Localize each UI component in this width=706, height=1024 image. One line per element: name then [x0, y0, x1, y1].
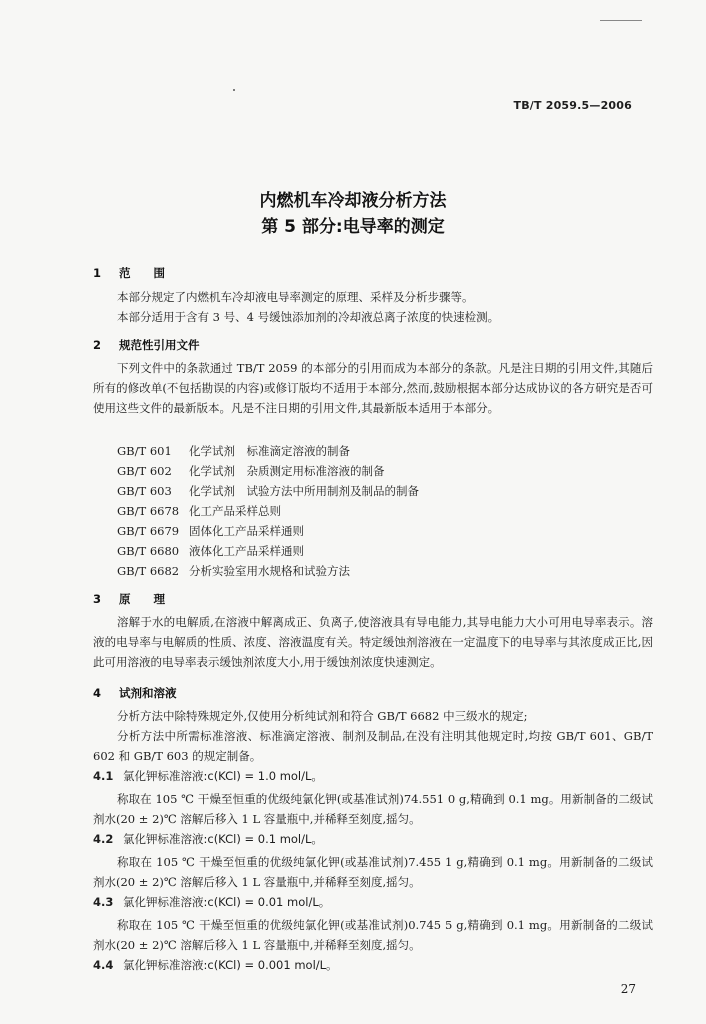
clause-4-3-heading — [93, 894, 330, 910]
clause-title: 氯化钾标准溶液:c(KCl) = 1.0 mol/L。 — [123, 769, 323, 783]
clause-number: 4.3 — [93, 895, 114, 909]
normative-reference — [117, 501, 281, 521]
reference-code: GB/T 6679 — [117, 524, 180, 538]
reference-code: GB/T 601 — [117, 444, 172, 458]
reference-title: 固体化工产品采样通则 — [189, 524, 304, 538]
reference-title: 化学试剂 试验方法中所用制剂及制品的制备 — [189, 484, 419, 498]
document-title-line1: 内燃机车冷却液分析方法 — [259, 191, 447, 211]
section-number: 4 — [93, 686, 102, 700]
clause-4-2-body: 称取在 105 ℃ 干燥至恒重的优级纯氯化钾(或基准试剂)7.455 1 g,精确到 0.1 mg。用新制备的二级试剂水(20 ± 2)℃ 溶解后移入 1 L 容量瓶中,并稀释至刻度,摇匀。 — [93, 855, 653, 889]
section-1-paragraph: 本部分规定了内燃机车冷却液电导率测定的原理、采样及分析步骤等。 — [117, 290, 474, 304]
reference-title: 化学试剂 杂质测定用标准溶液的制备 — [189, 464, 385, 478]
clause-4-4-heading — [93, 957, 338, 973]
scan-dot — [233, 89, 235, 91]
document-title-line2: 第 5 部分:电导率的测定 — [261, 217, 445, 237]
clause-4-1-body: 称取在 105 ℃ 干燥至恒重的优级纯氯化钾(或基准试剂)74.551 0 g,精确到 0.1 mg。用新制备的二级试剂水(20 ± 2)℃ 溶解后移入 1 L 容量瓶中,并稀释至刻度,摇匀。 — [93, 792, 653, 826]
reference-title: 化工产品采样总则 — [189, 504, 281, 518]
reference-code: GB/T 603 — [117, 484, 172, 498]
reference-code: GB/T 6678 — [117, 504, 180, 518]
section-4-paragraph: 分析方法中所需标准溶液、标准滴定溶液、制剂及制品,在没有注明其他规定时,均按 GB/T 601、GB/T 602 和 GB/T 603 的规定制备。 — [93, 729, 653, 763]
section-number: 1 — [93, 266, 102, 280]
section-4-heading — [93, 685, 177, 701]
normative-reference — [117, 521, 304, 541]
clause-4-3-body: 称取在 105 ℃ 干燥至恒重的优级纯氯化钾(或基准试剂)0.745 5 g,精确到 0.1 mg。用新制备的二级试剂水(20 ± 2)℃ 溶解后移入 1 L 容量瓶中,并稀释至刻度,摇匀。 — [93, 918, 653, 952]
reference-code: GB/T 6682 — [117, 564, 180, 578]
normative-reference — [117, 441, 350, 461]
standard-number: TB/T 2059.5—2006 — [513, 99, 632, 112]
normative-reference — [117, 481, 419, 501]
normative-reference — [117, 561, 350, 581]
section-4-paragraph: 分析方法中除特殊规定外,仅使用分析纯试剂和符合 GB/T 6682 中三级水的规定; — [117, 709, 528, 723]
section-title: 范 围 — [119, 266, 165, 280]
clause-4-2-heading — [93, 831, 323, 847]
clause-4-1-heading — [93, 768, 323, 784]
reference-title: 液体化工产品采样通则 — [189, 544, 304, 558]
section-3-paragraph: 溶解于水的电解质,在溶液中解离成正、负离子,使溶液具有导电能力,其导电能力大小可用电导率表示。溶液的电导率与电解质的性质、浓度、溶液温度有关。特定缓蚀剂溶液在一定温度下的电导率与其浓度成正比,因此可用溶液的电导率表示缓蚀剂浓度大小,用于缓蚀剂浓度快速测定。 — [93, 615, 653, 669]
clause-number: 4.1 — [93, 769, 114, 783]
section-2-heading — [93, 337, 200, 353]
section-number: 2 — [93, 338, 102, 352]
section-1-paragraph: 本部分适用于含有 3 号、4 号缓蚀添加剂的冷却液总离子浓度的快速检测。 — [117, 310, 500, 324]
clause-number: 4.2 — [93, 832, 114, 846]
scan-mark — [600, 20, 642, 21]
page-number: 27 — [620, 982, 636, 996]
reference-code: GB/T 6680 — [117, 544, 180, 558]
section-title: 试剂和溶液 — [119, 686, 177, 700]
normative-reference — [117, 461, 385, 481]
clause-title: 氯化钾标准溶液:c(KCl) = 0.001 mol/L。 — [123, 958, 338, 972]
section-number: 3 — [93, 592, 102, 606]
reference-code: GB/T 602 — [117, 464, 172, 478]
reference-title: 化学试剂 标准滴定溶液的制备 — [189, 444, 350, 458]
section-title: 规范性引用文件 — [119, 338, 200, 352]
normative-reference — [117, 541, 304, 561]
clause-number: 4.4 — [93, 958, 114, 972]
section-3-heading — [93, 591, 165, 607]
clause-title: 氯化钾标准溶液:c(KCl) = 0.01 mol/L。 — [123, 895, 331, 909]
section-title: 原 理 — [119, 592, 165, 606]
reference-title: 分析实验室用水规格和试验方法 — [189, 564, 350, 578]
clause-title: 氯化钾标准溶液:c(KCl) = 0.1 mol/L。 — [123, 832, 323, 846]
section-2-paragraph: 下列文件中的条款通过 TB/T 2059 的本部分的引用而成为本部分的条款。凡是注日期的引用文件,其随后所有的修改单(不包括勘误的内容)或修订版均不适用于本部分,然而,鼓励根据本部分达成协议的各方研究是否可使用这些文件的最新版本。凡是不注日期的引用文件,其最新版本适用于本部分。 — [93, 361, 653, 415]
section-1-heading — [93, 265, 165, 281]
